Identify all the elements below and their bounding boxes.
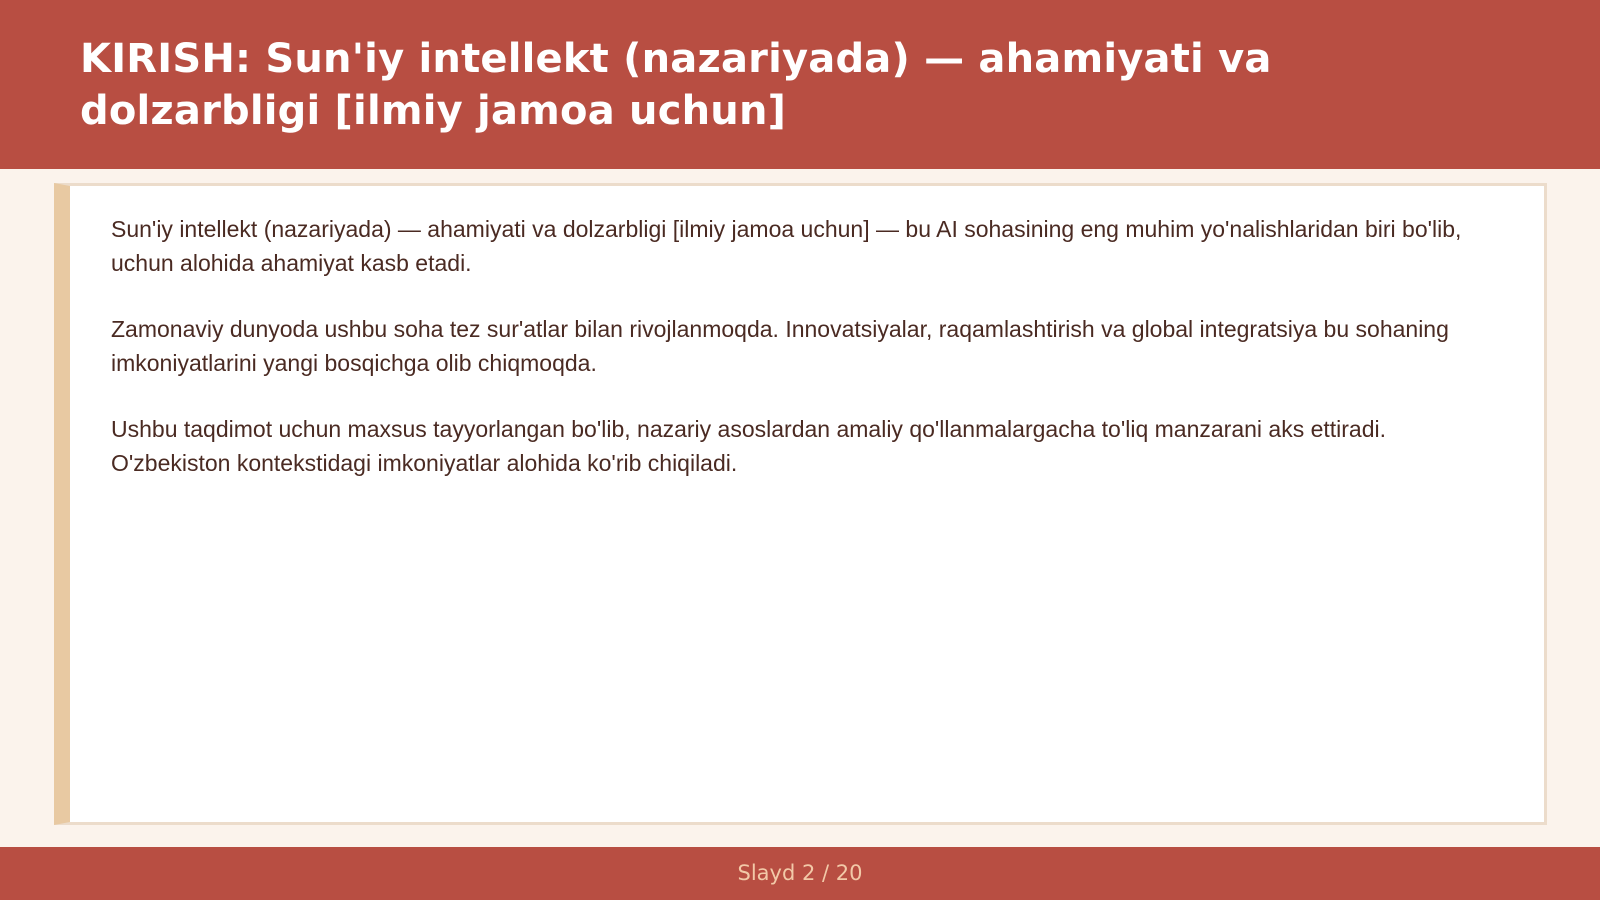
paragraph-presentation: Ushbu taqdimot uchun maxsus tayyorlangan bo'lib, nazariy asoslardan amaliy qo'llanmalargacha to'liq manzarani aks ettiradi. O'zbekiston kontekstidagi imkoniyatlar alohida ko'rib chiqiladi.	[111, 416, 1387, 476]
slide-title: KIRISH: Sun'iy intellekt (nazariyada) — ahamiyati va dolzarbligi [ilmiy jamoa uchun]	[80, 36, 1272, 134]
slide-footer	[0, 847, 1600, 900]
slide-body	[111, 212, 1511, 512]
paragraph-intro: Sun'iy intellekt (nazariyada) — ahamiyati va dolzarbligi [ilmiy jamoa uchun] — bu AI sohasining eng muhim yo'nalishlaridan biri bo'lib, uchun alohida ahamiyat kasb etadi.	[111, 216, 1462, 276]
slide-header	[0, 0, 1600, 169]
paragraph-modern-world: Zamonaviy dunyoda ushbu soha tez sur'atlar bilan rivojlanmoqda. Innovatsiyalar, raqamlashtirish va global integratsiya bu sohaning imkoniyatlarini yangi bosqichga olib chiqmoqda.	[111, 316, 1449, 376]
slide-counter: Slayd 2 / 20	[737, 861, 863, 885]
